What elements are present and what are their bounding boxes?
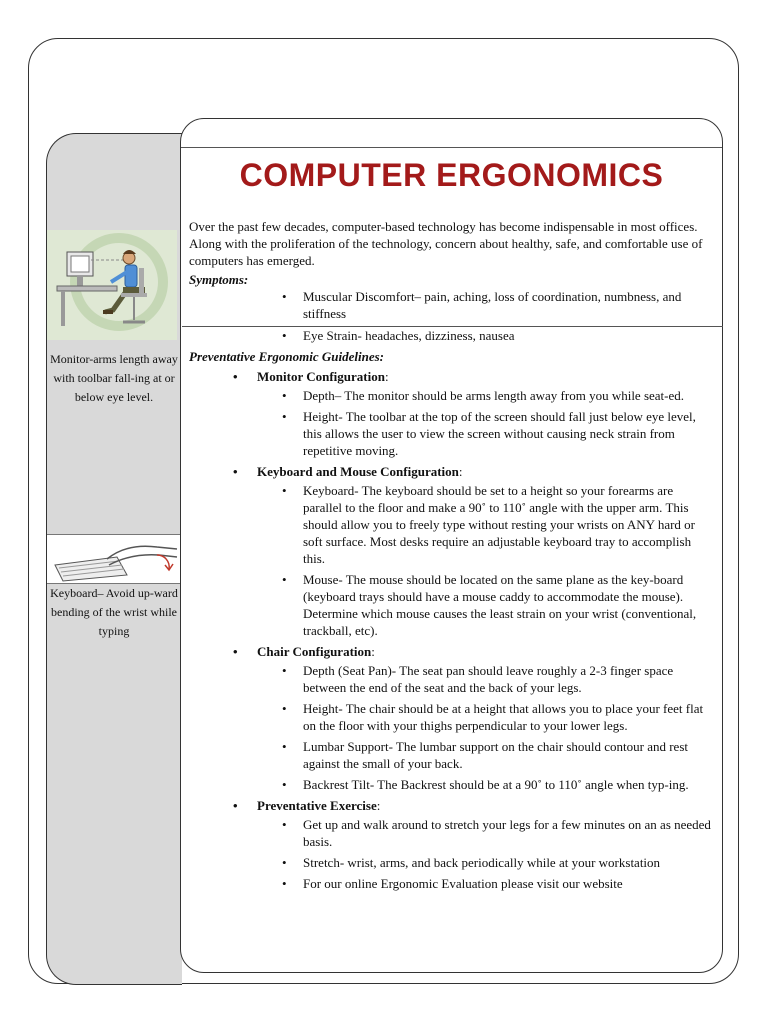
section-label: Chair Configuration [257,644,372,659]
section-exercise: • Preventative Exercise: • Get up and walk around to stretch your legs for a few minutes on an as needed basis. • Stretch- wrist, arms, and back periodically while at your workstation • For our online Ergonomic Evaluation please visit our website [189,797,717,892]
list-item: • Lumbar Support- The lumbar support on the chair should contour and rest against the small of your back. [189,738,717,772]
section-label: Monitor Configuration [257,369,385,384]
list-item: • For our online Ergonomic Evaluation please visit our website [189,875,717,892]
list-item: • Depth– The monitor should be arms length away from you while seat-ed. [189,387,717,404]
section-label: Keyboard and Mouse Configuration [257,464,459,479]
section-chair: • Chair Configuration: • Depth (Seat Pan)- The seat pan should leave roughly a 2-3 finger space between the end of the seat and the back of your legs. • Height- The chair should be at a height that allows you to place your feet flat on the floor with your thighs perpendicular to your lower legs. • Lumbar Support- The lumbar support on the chair should contour and rest against the small of your back. • Backrest Tilt- The Backrest should be at a 90˚ to 110˚ angle when typ-ing. [189,643,717,793]
guidelines-heading: Preventative Ergonomic Guidelines: [189,349,384,364]
header-divider [181,147,722,148]
keyboard-wrist-illustration [47,534,183,584]
list-item: • Height- The chair should be at a height that allows you to place your feet flat on the floor with your thighs perpendicular to your lower legs. [189,700,717,734]
page-title: COMPUTER ERGONOMICS [239,157,664,193]
list-item: • Eye Strain- headaches, dizziness, nausea [189,327,717,344]
list-item: • Keyboard- The keyboard should be set to a height so your forearms are parallel to the floor and make a 90˚ to 110˚ angle with the upper arm. This should allow you to freely type without resting your wrists on ANY hard or soft surface. Most desks require an adjustable keyboard tray to accomplish this. [189,482,717,567]
list-item: • Get up and walk around to stretch your legs for a few minutes on an as needed basis. [189,816,717,850]
list-item: • Mouse- The mouse should be located on the same plane as the key-board (keyboard trays should have a mouse caddy to accommodate the mouse). Determine which mouse causes the least strain on your wrist (conventional, trackball, etc). [189,571,717,639]
list-item: • Depth (Seat Pan)- The seat pan should leave roughly a 2-3 finger space between the end of the seat and the back of your legs. [189,662,717,696]
left-sidebar [46,133,182,985]
workstation-illustration [47,230,177,340]
list-item: • Stretch- wrist, arms, and back periodically while at your workstation [189,854,717,871]
symptoms-heading: Symptoms: [189,272,249,287]
section-keyboard-mouse: • Keyboard and Mouse Configuration: • Keyboard- The keyboard should be set to a height so your forearms are parallel to the floor and make a 90˚ to 110˚ angle with the upper arm. This should allow you to freely type without resting your wrists on ANY hard or soft surface. Most desks require an adjustable keyboard tray to accomplish this. • Mouse- The mouse should be located on the same plane as the key-board (keyboard trays should have a mouse caddy to accommodate the mouse). Determine which mouse causes the least strain on your wrist (conventional, trackball, etc). [189,463,717,639]
intro-paragraph: Over the past few decades, computer-based technology has become indispensable in most offices. Along with the proliferation of the technology, concern about healthy, safe, and comfortable use of computers has emerged. [189,219,703,268]
section-label: Preventative Exercise [257,798,377,813]
list-item: • Backrest Tilt- The Backrest should be at a 90˚ to 110˚ angle when typ-ing. [189,776,717,793]
section-monitor: • Monitor Configuration: • Depth– The monitor should be arms length away from you while seat-ed. • Height- The toolbar at the top of the screen should fall just below eye level, this allows the user to view the screen without causing neck strain from repetitive moving. [189,368,717,459]
list-item: • Muscular Discomfort– pain, aching, loss of coordination, numbness, and stiffness [189,288,717,322]
symptoms-list [189,288,717,344]
monitor-caption: Monitor-arms length away with toolbar fall-ing at or below eye level. [50,352,178,404]
article-body [189,218,717,896]
keyboard-caption: Keyboard– Avoid up-ward bending of the wrist while typing [50,586,178,638]
list-item: • Height- The toolbar at the top of the screen should fall just below eye level, this allows the user to view the screen without causing neck strain from repetitive moving. [189,408,717,459]
